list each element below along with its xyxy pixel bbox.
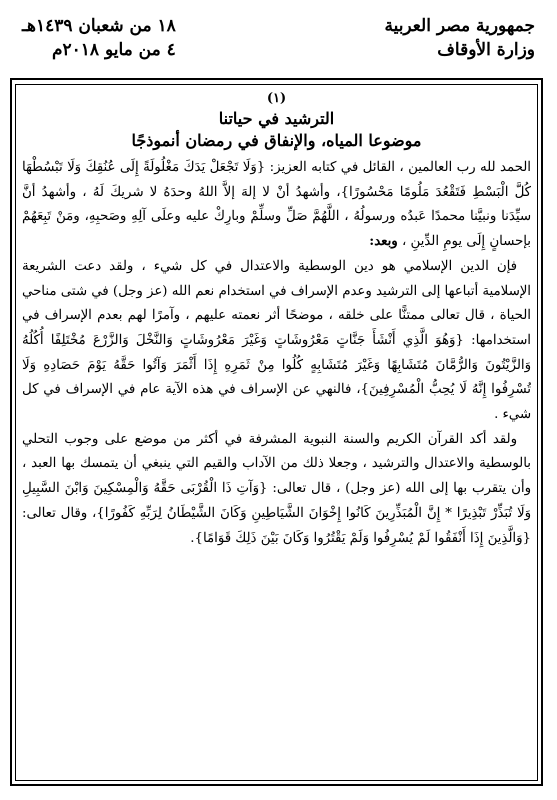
- gregorian-date: ٤ من مايو ٢٠١٨م: [51, 40, 176, 60]
- issuer-block: [384, 14, 535, 62]
- date-block: [22, 14, 176, 62]
- country-name: جمهورية مصر العربية: [384, 16, 535, 36]
- ministry-name: وزارة الأوقاف: [437, 40, 535, 60]
- intro-text: الحمد لله رب العالمين ، القائل في كتابه العزيز: {وَلَا تَجْعَلْ يَدَكَ مَغْلُولَةً إِلَى عُنُقِكَ وَلَا تَبْسُطْهَا كُلَّ الْبَسْطِ فَتَقْعُدَ مَلُومًا مَحْسُورًا}، وأشهدُ أنْ لا إلهَ إلاَّ اللهُ وحدَهُ لا شريكَ لَهُ ، وأشهدُ أنَّ سيِّدَنا ونبيَّنا محمدًا عَبدُه ورسولُهُ ، اللَّهُمَّ صَلِّ وسلِّمْ وبارِكْ عليه وعلَى آلِهِ وصَحبِهِ، ومَنْ تَبِعَهُمْ بإحسانٍ إِلَى يومِ الدِّينِ ،: [22, 160, 531, 250]
- hijri-date: ١٨ من شعبان ١٤٣٩هـ: [22, 16, 176, 36]
- intro-paragraph: [22, 156, 531, 255]
- intro-closing: وبعد:: [369, 234, 398, 250]
- title-block: [22, 90, 531, 152]
- sermon-number: (١): [266, 91, 287, 106]
- paragraph-2: ولقد أكد القرآن الكريم والسنة النبوية المشرفة في أكثر من موضع على وجوب التحلي بالوسطية والاعتدال والترشيد ، وجعلا ذلك من الآداب والقيم التي ينبغي أن يتمسك بها العبد ، وأن يتقرب بها إلى الله (عز وجل) ، قال تعالى: {وَآتِ ذَا الْقُرْبَى حَقَّهُ وَالْمِسْكِينَ وَابْنَ السَّبِيلِ وَلَا تُبَذِّرْ تَبْذِيرًا * إِنَّ الْمُبَذِّرِينَ كَانُوا إِخْوَانَ الشَّيَاطِينِ وَكَانَ الشَّيْطَانُ لِرَبِّهِ كَفُورًا}، وقال تعالى: {وَالَّذِينَ إِذَا أَنْفَقُوا لَمْ يُسْرِفُوا وَلَمْ يَقْتُرُوا وَكَانَ بَيْنَ ذَلِكَ قَوَامًا}.: [22, 431, 531, 546]
- paragraph-1: فإن الدين الإسلامي هو دين الوسطية والاعتدال في كل شيء ، ولقد دعت الشريعة الإسلامية أتباعها إلى الترشيد وعدم الإسراف في استخدام نعم الله (عز وجل) في شتى مناحي الحياة ، قال تعالى ممتنًّا على خلقه ، موضحًا أثر نعمته عليهم ، وآمرًا لهم بعدم الإسراف في استخدامها: {وَهُوَ الَّذِي أَنْشَأَ جَنَّاتٍ مَعْرُوشَاتٍ وَغَيْرَ مَعْرُوشَاتٍ وَالنَّخْلَ وَالزَّرْعَ مُخْتَلِفًا أُكُلُهُ وَالزَّيْتُونَ وَالرُّمَّانَ مُتَشَابِهًا وَغَيْرَ مُتَشَابِهٍ كُلُوا مِنْ ثَمَرِهِ إِذَا أَثْمَرَ وَآتُوا حَقَّهُ يَوْمَ حَصَادِهِ وَلَا تُسْرِفُوا إِنَّهُ لَا يُحِبُّ الْمُسْرِفِينَ}، فالنهي عن الإسراف في هذه الآية عام في الإسراف في كل شيء .: [22, 258, 531, 423]
- sermon-subtitle: موضوعا المياه، والإنفاق في رمضان أنموذجًا: [131, 131, 422, 150]
- sermon-body: [22, 90, 531, 778]
- sermon-title: الترشيد في حياتنا: [218, 109, 335, 128]
- document-header: [12, 14, 545, 70]
